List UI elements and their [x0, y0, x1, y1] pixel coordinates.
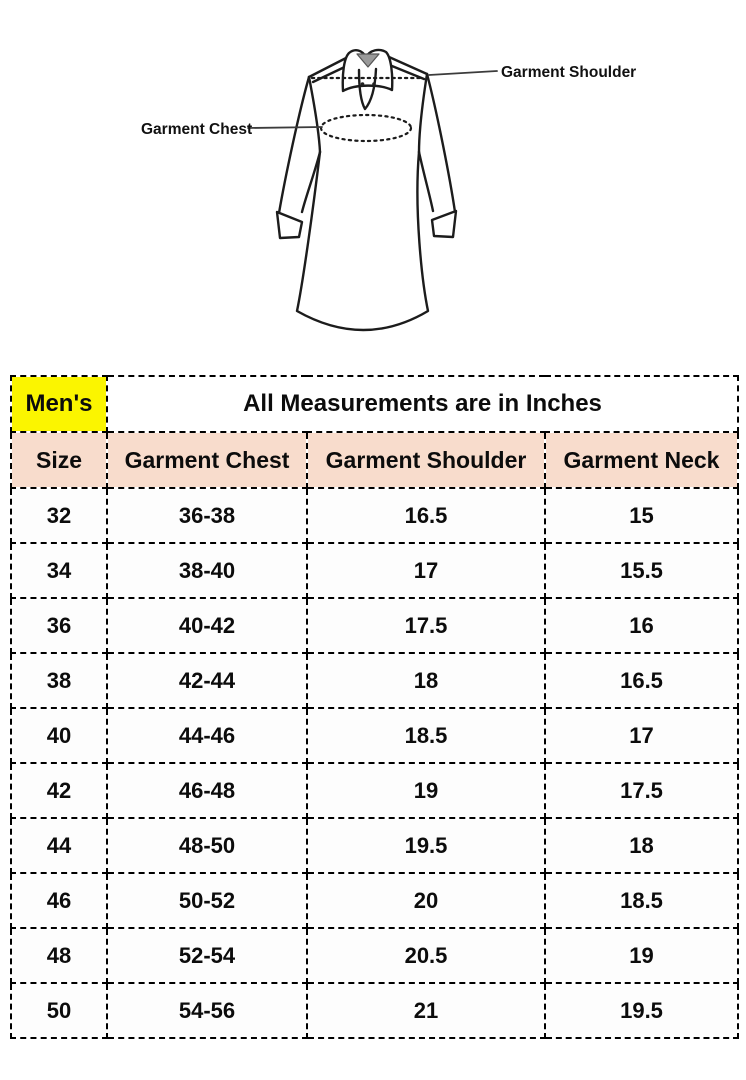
table-row — [11, 488, 738, 543]
table-cell: 54-56 — [107, 983, 307, 1038]
kurta-armhole-right — [419, 74, 427, 152]
table-cell: 18.5 — [307, 708, 545, 763]
table-cell: 19 — [307, 763, 545, 818]
kurta-armhole-left — [309, 77, 320, 152]
table-cell: 40-42 — [107, 598, 307, 653]
chest-measure-dotted-ellipse — [321, 115, 411, 141]
shoulder-label: Garment Shoulder — [501, 64, 637, 81]
table-row — [11, 818, 738, 873]
table-cell: 48-50 — [107, 818, 307, 873]
table-cell: 50-52 — [107, 873, 307, 928]
table-row — [11, 653, 738, 708]
column-header-neck: Garment Neck — [545, 432, 738, 488]
table-cell: 17.5 — [545, 763, 738, 818]
table-cell: 19.5 — [545, 983, 738, 1038]
table-cell: 50 — [11, 983, 107, 1038]
table-row — [11, 873, 738, 928]
chest-label: Garment Chest — [141, 121, 253, 138]
table-cell: 17 — [307, 543, 545, 598]
table-cell: 38 — [11, 653, 107, 708]
column-header-chest: Garment Chest — [107, 432, 307, 488]
table-cell: 48 — [11, 928, 107, 983]
column-header-shoulder: Garment Shoulder — [307, 432, 545, 488]
table-cell: 52-54 — [107, 928, 307, 983]
table-cell: 32 — [11, 488, 107, 543]
table-row — [11, 543, 738, 598]
chest-pointer-line — [248, 127, 322, 128]
table-cell: 40 — [11, 708, 107, 763]
kurta-cuff-left — [277, 212, 302, 238]
table-title: All Measurements are in Inches — [107, 376, 738, 432]
table-cell: 44-46 — [107, 708, 307, 763]
table-cell: 42-44 — [107, 653, 307, 708]
kurta-body — [297, 152, 428, 330]
kurta-button — [372, 82, 376, 86]
table-cell: 18 — [307, 653, 545, 708]
kurta-sleeve-right — [427, 74, 455, 212]
table-cell: 46-48 — [107, 763, 307, 818]
size-table-body — [11, 488, 738, 1038]
table-cell: 17 — [545, 708, 738, 763]
kurta-sleeve-left — [279, 77, 309, 213]
table-cell: 16.5 — [545, 653, 738, 708]
table-cell: 18 — [545, 818, 738, 873]
table-cell: 42 — [11, 763, 107, 818]
table-cell: 15.5 — [545, 543, 738, 598]
kurta-cuff-right — [432, 211, 456, 237]
kurta-button — [361, 82, 365, 86]
garment-diagram — [0, 0, 746, 366]
table-cell: 34 — [11, 543, 107, 598]
kurta-outline-drawing — [0, 0, 746, 366]
table-cell: 20.5 — [307, 928, 545, 983]
table-row — [11, 928, 738, 983]
group-label-cell: Men's — [11, 376, 107, 432]
table-cell: 46 — [11, 873, 107, 928]
table-cell: 38-40 — [107, 543, 307, 598]
table-cell: 18.5 — [545, 873, 738, 928]
table-cell: 16 — [545, 598, 738, 653]
table-cell: 20 — [307, 873, 545, 928]
table-cell: 36-38 — [107, 488, 307, 543]
table-row — [11, 708, 738, 763]
table-cell: 17.5 — [307, 598, 545, 653]
table-cell: 15 — [545, 488, 738, 543]
table-title-row — [11, 376, 738, 432]
size-table — [10, 375, 739, 1039]
table-row — [11, 598, 738, 653]
table-cell: 21 — [307, 983, 545, 1038]
column-header-row — [11, 432, 738, 488]
table-cell: 36 — [11, 598, 107, 653]
kurta-sleeve-right-inner — [419, 152, 433, 211]
shoulder-pointer-line — [429, 71, 497, 75]
table-cell: 19.5 — [307, 818, 545, 873]
column-header-size: Size — [11, 432, 107, 488]
table-cell: 19 — [545, 928, 738, 983]
table-row — [11, 983, 738, 1038]
table-cell: 44 — [11, 818, 107, 873]
table-cell: 16.5 — [307, 488, 545, 543]
table-row — [11, 763, 738, 818]
